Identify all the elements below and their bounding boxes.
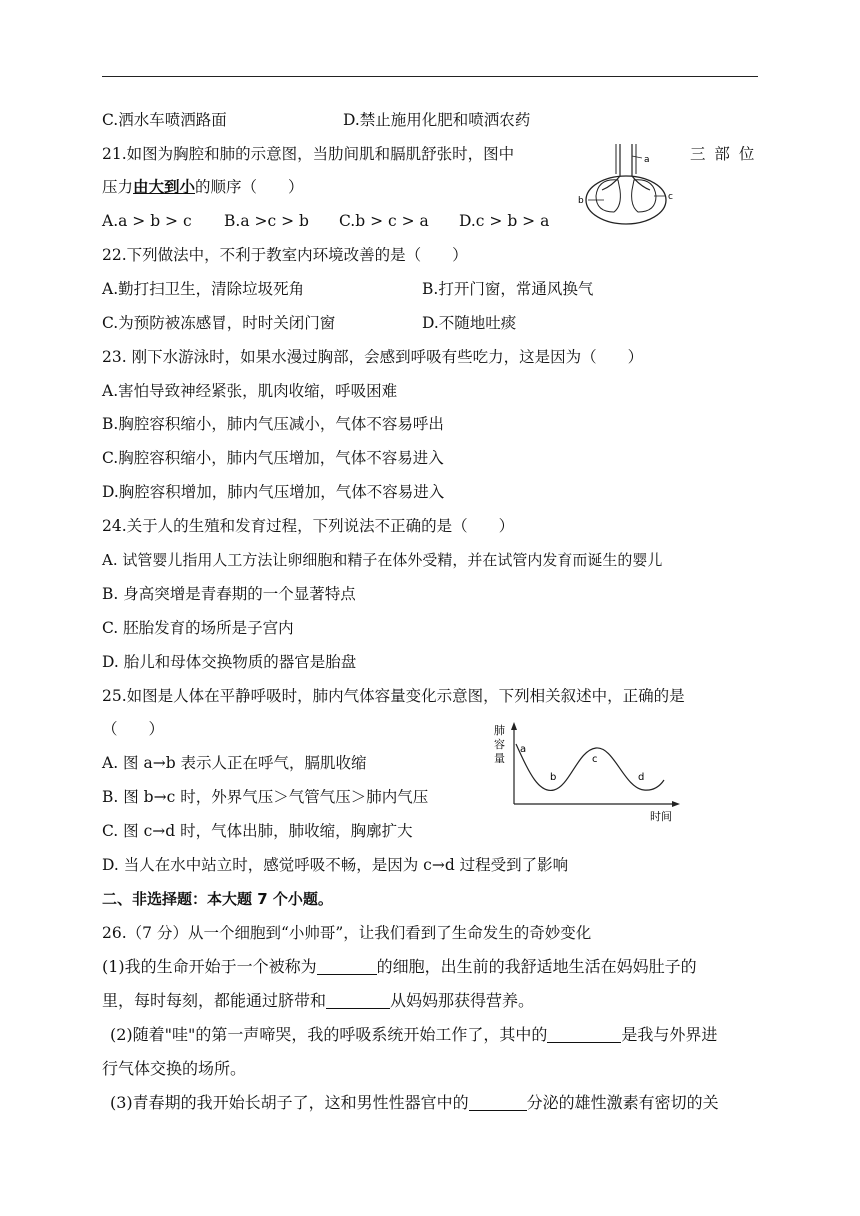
q24-stem: 24.关于人的生殖和发育过程，下列说法不正确的是（ ） xyxy=(102,517,515,535)
point-label-d: d xyxy=(638,772,645,783)
q22-option-b: B.打开门窗，常通风换气 xyxy=(422,280,594,298)
q25-option-d: D. 当人在水中站立时，感觉呼吸不畅，是因为 c→d 过程受到了影响 xyxy=(102,856,569,874)
y-axis-label-3: 量 xyxy=(494,752,505,765)
answer-blank-4[interactable] xyxy=(469,1094,527,1111)
q22-option-d: D.不随地吐痰 xyxy=(422,314,517,332)
q21-option-a: A.a > b > c xyxy=(102,212,192,230)
answer-blank-3[interactable] xyxy=(547,1026,621,1043)
q24-option-a: A. 试管婴儿指用人工方法让卵细胞和精子在体外受精，并在试管内发育而诞生的婴儿 xyxy=(102,551,663,569)
y-axis-label-2: 容 xyxy=(494,738,505,751)
lung-volume-chart xyxy=(488,722,688,826)
q25-option-c: C. 图 c→d 时，气体出肺，肺收缩，胸廓扩大 xyxy=(102,822,413,840)
q23-option-c: C.胸腔容积缩小，肺内气压增加，气体不容易进入 xyxy=(102,449,444,467)
y-axis-arrow xyxy=(511,722,517,730)
q24-option-b: B. 身高突增是青春期的一个显著特点 xyxy=(102,585,356,603)
q25-paren: （ ） xyxy=(102,720,165,738)
q21-stem-line2: 压力由大到小的顺序（ ） xyxy=(102,177,304,196)
q23-option-d: D.胸腔容积增加，肺内气压增加，气体不容易进入 xyxy=(102,483,445,501)
q26-part2-line1: (2)随着"哇"的第一声啼哭，我的呼吸系统开始工作了，其中的 是我与外界进 xyxy=(110,1025,718,1044)
q22-stem: 22.下列做法中，不利于教室内环境改善的是（ ） xyxy=(102,246,468,264)
q23-stem: 23. 刚下水游泳时，如果水漫过胸部，会感到呼吸有些吃力，这是因为（ ） xyxy=(102,348,644,366)
x-axis-arrow xyxy=(672,801,680,807)
q24-option-c: C. 胚胎发育的场所是子宫内 xyxy=(102,619,294,637)
q20-option-c: C.洒水车喷洒路面 xyxy=(102,111,227,129)
y-axis-label-1: 肺 xyxy=(494,724,505,737)
q26-part1-line2: 里，每时每刻，都能通过脐带和 从妈妈那获得营养。 xyxy=(102,991,535,1010)
q21-emphasis: 由大到小 xyxy=(133,177,196,196)
q26-part3-line1: (3)青春期的我开始长胡子了，这和男性性器官中的 分泌的雄性激素有密切的关 xyxy=(110,1093,719,1112)
point-label-b: b xyxy=(550,772,557,783)
thorax-lung-diagram xyxy=(574,140,684,236)
q21-option-d: D.c > b > a xyxy=(459,212,550,230)
point-label-a: a xyxy=(520,744,527,755)
q22-option-a: A.勤打扫卫生，清除垃圾死角 xyxy=(102,280,305,298)
q20-option-d: D.禁止施用化肥和喷洒农药 xyxy=(343,111,531,129)
x-axis-label: 时间 xyxy=(650,810,672,823)
answer-blank-2[interactable] xyxy=(326,992,390,1009)
point-label-c: c xyxy=(592,754,598,765)
q21-option-b: B.a >c > b xyxy=(224,212,309,230)
q23-option-a: A.害怕导致神经紧张，肌肉收缩，呼吸困难 xyxy=(102,382,398,400)
q21-stem-end: 三 部 位 xyxy=(690,145,757,163)
q25-option-a: A. 图 a→b 表示人正在呼气，膈肌收缩 xyxy=(102,754,367,772)
q26-part1-line1: (1)我的生命开始于一个被称为 的细胞，出生前的我舒适地生活在妈妈肚子的 xyxy=(102,957,697,976)
q21-option-c: C.b > c > a xyxy=(339,212,429,230)
q25-option-b: B. 图 b→c 时，外界气压＞气管气压＞肺内气压 xyxy=(102,788,429,806)
q21-stem: 21.如图为胸腔和肺的示意图，当肋间肌和膈肌舒张时，图中 xyxy=(102,145,515,163)
diagram-label-c: c xyxy=(668,192,673,202)
q24-option-d: D. 胎儿和母体交换物质的器官是胎盘 xyxy=(102,653,357,671)
answer-blank-1[interactable] xyxy=(317,958,377,975)
q22-option-c: C.为预防被冻感冒，时时关闭门窗 xyxy=(102,314,336,332)
q23-option-b: B.胸腔容积缩小，肺内气压减小，气体不容易呼出 xyxy=(102,415,444,433)
lung-volume-curve xyxy=(516,744,664,790)
q25-stem: 25.如图是人体在平静呼吸时，肺内气体容量变化示意图，下列相关叙述中，正确的是 xyxy=(102,687,685,705)
q26-stem: 26.（7 分）从一个细胞到“小帅哥”，让我们看到了生命发生的奇妙变化 xyxy=(102,924,592,942)
header-rule xyxy=(102,76,758,77)
q26-part2-line2: 行气体交换的场所。 xyxy=(102,1059,247,1078)
diagram-label-a: a xyxy=(644,155,650,165)
section-heading: 二、非选择题：本大题 7 个小题。 xyxy=(102,890,333,908)
diagram-label-b: b xyxy=(578,196,584,206)
